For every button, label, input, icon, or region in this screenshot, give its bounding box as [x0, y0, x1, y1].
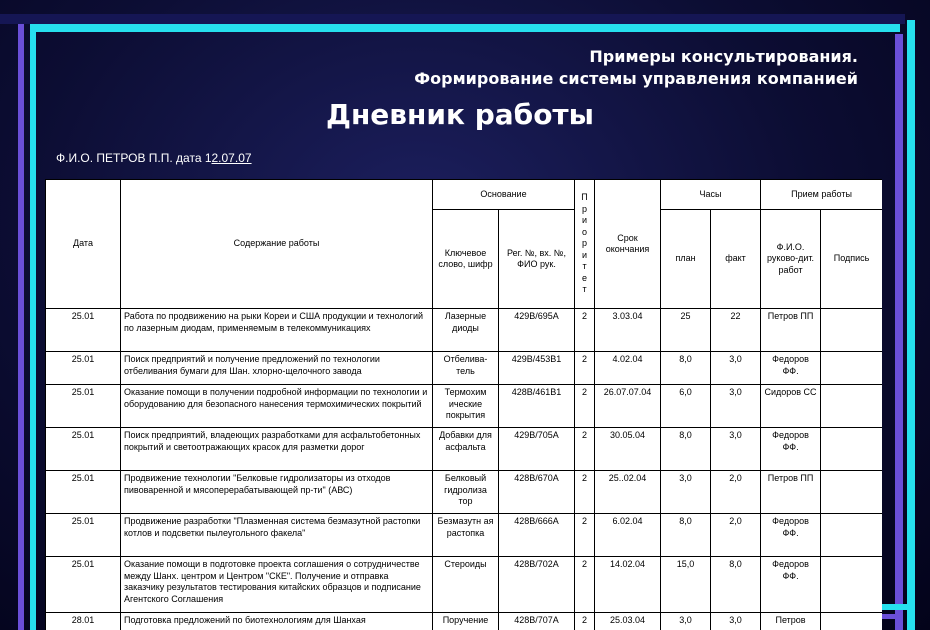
person-label: Ф.И.О. ПЕТРОВ П.П. дата 1 — [56, 151, 212, 165]
row-date: 25.01 — [46, 309, 121, 352]
row-signature — [821, 557, 882, 613]
row-deadline: 4.02.04 — [595, 352, 661, 385]
col-acceptance-header: Прием работы — [761, 180, 882, 210]
col-signature-header: Подпись — [821, 210, 882, 309]
row-fio: Петров ПП — [761, 471, 821, 514]
priority-letter: р — [582, 203, 588, 214]
heading-line-1: Примеры консультирования. — [589, 47, 858, 66]
row-deadline: 14.02.04 — [595, 557, 661, 613]
row-plan: 3,0 — [661, 471, 711, 514]
row-deadline: 6.02.04 — [595, 514, 661, 557]
row-deadline: 25.03.04 — [595, 613, 661, 630]
table-row — [46, 385, 883, 428]
row-content: Оказание помощи в подготовке проекта соглашения о сотрудничестве между Шанх. центром и Центром "СКЕ". Получение и отправка заказчику результатов тестирования китайских образцов и подписание Агентского Соглашения — [121, 557, 433, 613]
row-plan: 15,0 — [661, 557, 711, 613]
row-fact: 3,0 — [711, 428, 761, 471]
col-priority-header — [575, 180, 595, 309]
page-title: Дневник работы — [326, 98, 594, 131]
col-deadline-header: Срок окончания — [595, 180, 661, 309]
priority-letter: П — [581, 192, 588, 203]
row-signature — [821, 385, 882, 428]
row-reg: 429В/695А — [499, 309, 575, 352]
row-fact: 3,0 — [711, 385, 761, 428]
priority-letter: о — [582, 226, 588, 237]
person-line — [56, 151, 252, 165]
row-plan: 3,0 — [661, 613, 711, 630]
left-bar-cyan — [30, 32, 36, 630]
row-fio: Федоров ФФ. — [761, 352, 821, 385]
row-plan: 8,0 — [661, 428, 711, 471]
row-signature — [821, 514, 882, 557]
top-bar-dark — [0, 14, 905, 24]
table-row — [46, 557, 883, 613]
right-bar-violet — [895, 34, 903, 630]
row-content: Подготовка предложений по биотехнологиям для Шанхая — [121, 613, 433, 630]
work-diary-table — [45, 179, 882, 630]
row-fact: 2,0 — [711, 471, 761, 514]
row-content: Работа по продвижению на рыки Кореи и США продукции и технологий по лазерным диодам, применяемым в телекоммуникациях — [121, 309, 433, 352]
col-fio-header: Ф.И.О. руково-дит. работ — [761, 210, 821, 309]
row-keyword: Добавки для асфальта — [433, 428, 499, 471]
row-fio: Сидоров СС — [761, 385, 821, 428]
row-keyword: Отбелива-тель — [433, 352, 499, 385]
col-basis-header: Основание — [433, 180, 575, 210]
row-date: 25.01 — [46, 385, 121, 428]
row-fact: 8,0 — [711, 557, 761, 613]
row-content: Продвижение технологии "Белковые гидролизаторы из отходов пивоваренной и мясоперерабатывающей пр-ти" (АВС) — [121, 471, 433, 514]
row-reg: 428В/670А — [499, 471, 575, 514]
slide-heading — [414, 46, 858, 90]
table-row — [46, 352, 883, 385]
row-fact: 2,0 — [711, 514, 761, 557]
heading-line-2: Формирование системы управления компанией — [414, 69, 858, 88]
row-date: 25.01 — [46, 428, 121, 471]
row-fio: Федоров ФФ. — [761, 428, 821, 471]
row-deadline: 30.05.04 — [595, 428, 661, 471]
row-keyword: Лазерные диоды — [433, 309, 499, 352]
row-signature — [821, 428, 882, 471]
row-date: 25.01 — [46, 557, 121, 613]
table-row — [46, 309, 883, 352]
priority-letters — [575, 192, 594, 296]
priority-letter: т — [582, 261, 587, 272]
row-keyword: Стероиды — [433, 557, 499, 613]
row-deadline: 25..02.04 — [595, 471, 661, 514]
row-priority: 2 — [575, 514, 595, 557]
col-plan-header: план — [661, 210, 711, 309]
row-plan: 6,0 — [661, 385, 711, 428]
priority-letter: р — [582, 238, 588, 249]
header-row-1 — [46, 180, 883, 210]
row-signature — [821, 352, 882, 385]
row-content: Поиск предприятий, владеющих разработками для асфальтобетонных покрытий и светоотражающих красок для разметки дорог — [121, 428, 433, 471]
row-priority: 2 — [575, 352, 595, 385]
col-content-header: Содержание работы — [121, 180, 433, 309]
row-reg: 428В/666А — [499, 514, 575, 557]
table-row — [46, 428, 883, 471]
row-keyword: Термохим ические покрытия — [433, 385, 499, 428]
row-date: 25.01 — [46, 514, 121, 557]
row-reg: 429В/453В1 — [499, 352, 575, 385]
row-priority: 2 — [575, 385, 595, 428]
bottom-bar-cyan — [882, 604, 907, 610]
left-bar-violet — [18, 24, 24, 630]
row-priority: 2 — [575, 309, 595, 352]
row-fact: 22 — [711, 309, 761, 352]
row-deadline: 3.03.04 — [595, 309, 661, 352]
table-row — [46, 613, 883, 630]
col-hours-header: Часы — [661, 180, 761, 210]
row-reg: 428В/461В1 — [499, 385, 575, 428]
row-fact: 3,0 — [711, 613, 761, 630]
right-bar-cyan — [907, 20, 915, 630]
priority-letter: и — [582, 249, 588, 260]
row-priority: 2 — [575, 613, 595, 630]
col-fact-header: факт — [711, 210, 761, 309]
row-content: Продвижение разработки "Плазменная система безмазутной растопки котлов и подсветки пылеугольного факела" — [121, 514, 433, 557]
row-signature — [821, 613, 882, 630]
col-keyword-header: Ключевое слово, шифр — [433, 210, 499, 309]
row-fio: Петров — [761, 613, 821, 630]
row-keyword: Безмазутн ая растопка — [433, 514, 499, 557]
row-priority: 2 — [575, 557, 595, 613]
row-reg: 428В/707А — [499, 613, 575, 630]
row-content: Поиск предприятий и получение предложений по технологии отбеливания бумаги для Шан. хлорно-щелочного завода — [121, 352, 433, 385]
col-reg-header: Рег. №, вх. №, ФИО рук. — [499, 210, 575, 309]
bottom-bar-violet — [882, 614, 902, 619]
row-fio: Федоров ФФ. — [761, 514, 821, 557]
priority-letter: т — [582, 284, 587, 295]
col-date-header: Дата — [46, 180, 121, 309]
row-content: Оказание помощи в получении подробной информации по технологии и оборудованию для безопасного нанесения термохимических покрытий — [121, 385, 433, 428]
priority-letter: е — [582, 272, 588, 283]
row-reg: 428В/702А — [499, 557, 575, 613]
person-date: 2.07.07 — [211, 151, 252, 165]
row-signature — [821, 471, 882, 514]
row-keyword: Поручение — [433, 613, 499, 630]
row-plan: 8,0 — [661, 514, 711, 557]
row-date: 25.01 — [46, 352, 121, 385]
row-reg: 429В/705А — [499, 428, 575, 471]
row-priority: 2 — [575, 471, 595, 514]
row-plan: 25 — [661, 309, 711, 352]
priority-letter: и — [582, 215, 588, 226]
top-bar-cyan — [30, 24, 900, 32]
row-fact: 3,0 — [711, 352, 761, 385]
row-fio: Федоров ФФ. — [761, 557, 821, 613]
row-date: 28.01 — [46, 613, 121, 630]
row-signature — [821, 309, 882, 352]
row-keyword: Белковый гидролиза тор — [433, 471, 499, 514]
table-row — [46, 514, 883, 557]
row-plan: 8,0 — [661, 352, 711, 385]
row-priority: 2 — [575, 428, 595, 471]
table-row — [46, 471, 883, 514]
row-deadline: 26.07.07.04 — [595, 385, 661, 428]
row-date: 25.01 — [46, 471, 121, 514]
row-fio: Петров ПП — [761, 309, 821, 352]
work-diary-sheet — [45, 179, 882, 630]
